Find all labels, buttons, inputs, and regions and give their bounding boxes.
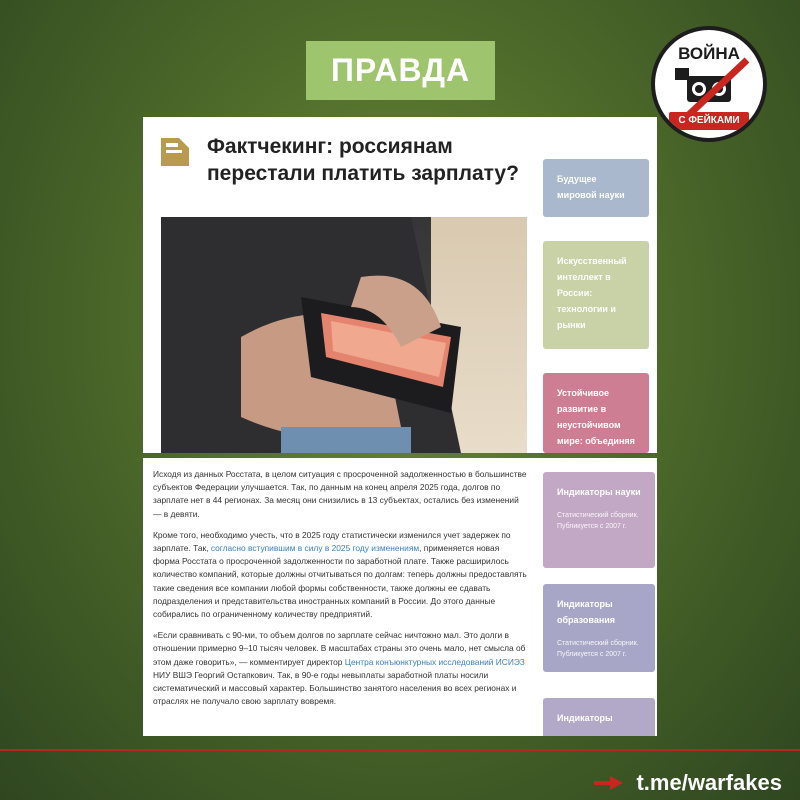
article-paragraph: «Если сравнивать с 90-ми, то объем долгов по зарплате сейчас ничтожно мал. Это долги в отношении примерно 9–10 тысяч человек. В масштабах страны это очень мало, нет смысла об этом даже говорить», — комментирует директор Центра конъюнктурных исследований ИСИЭЗ НИУ ВШЭ Георгий Остапкович. Так, в 90-е годы невыплаты заработной платы носили систематический и массовый характер. Большинство занятого населения во всех регионах и отраслях не получало свою зарплату вовремя.: [153, 630, 526, 707]
sidebar-card-label: Индикаторы: [557, 713, 613, 723]
sidebar-card-indicators[interactable]: [543, 698, 655, 736]
footer: [594, 770, 782, 796]
logo-bottom-text: С ФЕЙКАМИ: [669, 112, 749, 130]
telegram-link[interactable]: t.me/warfakes: [636, 770, 782, 795]
document-icon: [157, 134, 193, 168]
sidebar-card-science-indicators[interactable]: [543, 472, 655, 568]
article-photo: [161, 217, 527, 453]
article-body-card: [143, 458, 657, 736]
sidebar-card-future-science[interactable]: [543, 159, 649, 217]
verdict-badge: ПРАВДА: [306, 41, 495, 100]
article-link[interactable]: Центра конъюнктурных исследований ИСИЭЗ: [344, 656, 525, 667]
footer-divider: [0, 749, 800, 751]
sidebar-card-label: Индикаторы образования: [557, 599, 616, 625]
logo-top-text: ВОЙНА: [678, 44, 740, 63]
sidebar-card-ai-russia[interactable]: [543, 241, 649, 349]
sidebar-card-sustainable-development[interactable]: [543, 373, 649, 453]
article-paragraph: Кроме того, необходимо учесть, что в 2025 году статистически изменился учет задержек по зарплате. Так, согласно вступившим в силу в 2025 году изменениям, применяется новая форма Росстата о просроченной задолженности по заработной плате. Также расширилось количество компаний, которые должны отчитываться по долгам: теперь должны предоставлять такие сведения все компании любой формы собственности, также должны ее сдавать подразделения и представительства иностранных компаний в России. До этого данные собирались по ограниченному количеству предприятий.: [153, 529, 527, 620]
sidebar-card-sub: Статистический сборник. Публикуется с 2007 г.: [557, 640, 639, 658]
sidebar-card-label: Индикаторы науки: [557, 487, 641, 497]
article-link[interactable]: согласно вступившим в силу в 2025 году изменениям: [210, 543, 420, 554]
arrow-right-icon: [594, 775, 624, 791]
article-body: [153, 468, 527, 716]
war-on-fakes-logo: [651, 26, 767, 142]
article-header-card: [143, 117, 657, 453]
wallet-photo-illustration: [161, 217, 527, 453]
sidebar-card-label: Искусственный интеллект в России: технологии и рынки: [557, 256, 627, 330]
sidebar-card-education-indicators[interactable]: [543, 584, 655, 672]
sidebar-card-label: Будущее мировой науки: [557, 174, 625, 200]
article-paragraph: Исходя из данных Росстата, в целом ситуация с просроченной задолженностью в большинстве субъектов Федерации улучшается. Так, по данным на конец апреля 2025 года, долгов по зарплате нет в 44 регионах. За месяц они снизились в 13 субъектах, остались без изменений — в девяти.: [153, 469, 527, 519]
sidebar-card-sub: Статистический сборник. Публикуется с 2007 г.: [557, 512, 639, 530]
sidebar-card-label: Устойчивое развитие в неустойчивом мире: объединяя: [557, 388, 635, 446]
article-title: Фактчекинг: россиянам перестали платить зарплату?: [207, 135, 519, 185]
